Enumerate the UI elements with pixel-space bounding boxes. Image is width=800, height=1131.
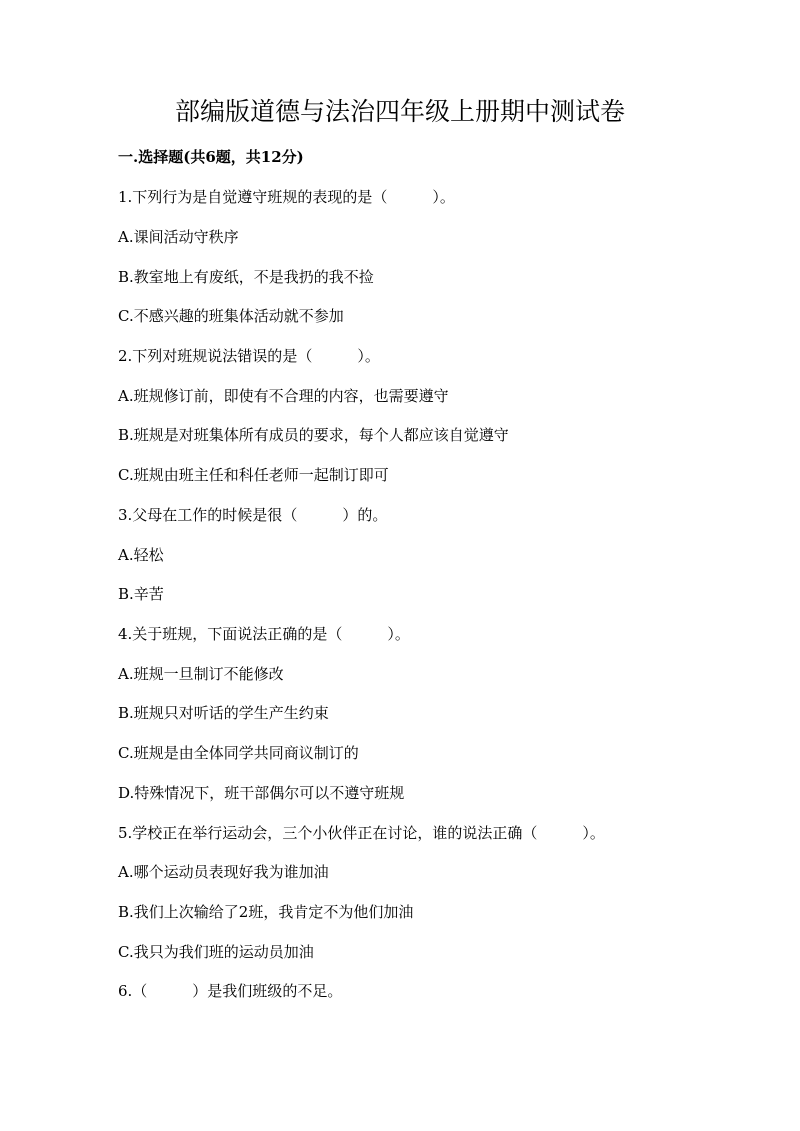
question-1-option-c: C.不感兴趣的班集体活动就不参加 xyxy=(118,307,344,325)
question-4-stem: 4.关于班规，下面说法正确的是（ ）。 xyxy=(118,625,410,643)
question-1-stem: 1.下列行为是自觉遵守班规的表现的是（ ）。 xyxy=(118,188,455,206)
question-1-option-b: B.教室地上有废纸，不是我扔的我不捡 xyxy=(118,268,374,286)
question-2-stem: 2.下列对班规说法错误的是（ ）。 xyxy=(118,347,380,365)
question-4-option-b: B.班规只对听话的学生产生约束 xyxy=(118,704,329,722)
question-4-option-c: C.班规是由全体同学共同商议制订的 xyxy=(118,744,359,762)
question-6-stem: 6.（ ）是我们班级的不足。 xyxy=(118,982,343,1000)
question-1-option-a: A.课间活动守秩序 xyxy=(118,228,239,246)
question-3-option-a: A.轻松 xyxy=(118,546,164,564)
page-title: 部编版道德与法治四年级上册期中测试卷 xyxy=(174,97,625,126)
question-2-option-a: A.班规修订前，即使有不合理的内容，也需要遵守 xyxy=(118,387,449,405)
question-2-option-c: C.班规由班主任和科任老师一起制订即可 xyxy=(118,466,389,484)
question-3-option-b: B.辛苦 xyxy=(118,585,164,603)
question-4-option-a: A.班规一旦制订不能修改 xyxy=(118,665,284,683)
question-4-option-d: D.特殊情况下，班干部偶尔可以不遵守班规 xyxy=(118,784,405,802)
question-5-option-a: A.哪个运动员表现好我为谁加油 xyxy=(118,863,329,881)
question-3-stem: 3.父母在工作的时候是很（ ）的。 xyxy=(118,506,388,524)
section-header: 一.选择题(共6题，共12分) xyxy=(118,148,304,166)
question-2-option-b: B.班规是对班集体所有成员的要求，每个人都应该自觉遵守 xyxy=(118,426,509,444)
question-5-option-b: B.我们上次输给了2班，我肯定不为他们加油 xyxy=(118,903,414,921)
question-5-option-c: C.我只为我们班的运动员加油 xyxy=(118,943,314,961)
question-5-stem: 5.学校正在举行运动会，三个小伙伴正在讨论，谁的说法正确（ ）。 xyxy=(118,824,605,842)
